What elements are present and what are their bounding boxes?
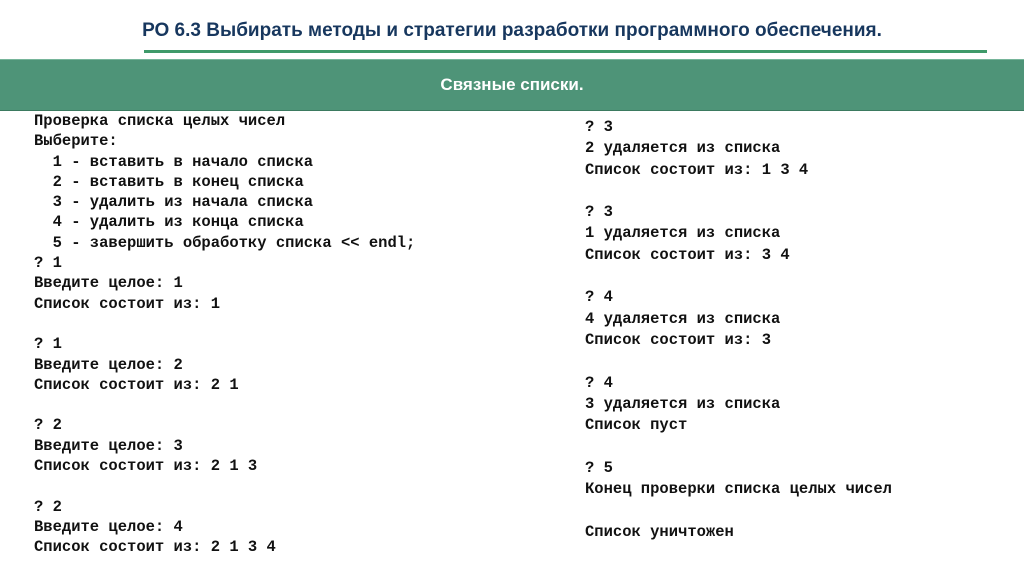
console-line: Введите целое: 3	[34, 436, 183, 455]
console-output-left	[34, 111, 415, 558]
console-blank-line	[585, 351, 892, 372]
console-line: 2 - вставить в конец списка	[34, 172, 304, 191]
console-line: Список уничтожен	[585, 522, 734, 541]
console-blank-line	[585, 181, 892, 202]
console-line: Список состоит из: 2 1	[34, 375, 239, 394]
console-line: 1 удаляется из списка	[585, 224, 781, 243]
console-line: Список состоит из: 2 1 3	[34, 457, 258, 476]
console-line: ? 2	[34, 497, 62, 516]
console-line: 3 - удалить из начала списка	[34, 193, 314, 212]
console-line: Список состоит из: 3	[585, 330, 772, 349]
section-title: Связные списки.	[440, 75, 584, 94]
console-line: 4 - удалить из конца списка	[34, 213, 304, 232]
title-underline	[144, 50, 987, 53]
console-line: Конец проверки списка целых чисел	[585, 480, 892, 499]
console-blank-line	[34, 314, 415, 334]
console-line: Проверка списка целых чисел	[34, 112, 286, 130]
console-blank-line	[34, 395, 415, 415]
console-line: 3 удаляется из списка	[585, 394, 781, 413]
console-line: Список состоит из: 1 3 4	[585, 160, 809, 179]
console-line: ? 1	[34, 254, 62, 273]
slide-title: РО 6.3 Выбирать методы и стратегии разработки программного обеспечения.	[142, 20, 882, 41]
console-line: Список пуст	[585, 416, 688, 435]
console-line: Список состоит из: 1	[34, 294, 221, 313]
console-blank-line	[34, 476, 415, 496]
console-line: Введите целое: 4	[34, 517, 183, 536]
console-blank-line	[585, 436, 892, 457]
console-line: Список состоит из: 2 1 3 4	[34, 538, 276, 557]
console-line: ? 3	[585, 118, 613, 136]
console-line: ? 3	[585, 203, 613, 222]
console-output-right	[585, 117, 892, 543]
console-line: ? 5	[585, 458, 613, 477]
console-line: ? 4	[585, 373, 613, 392]
console-line: 2 удаляется из списка	[585, 139, 781, 158]
console-line: 4 удаляется из списка	[585, 309, 781, 328]
console-line: ? 1	[34, 335, 62, 354]
console-line: 1 - вставить в начало списка	[34, 152, 314, 171]
console-line: ? 2	[34, 416, 62, 435]
console-line: 5 - завершить обработку списка << endl;	[34, 233, 416, 252]
section-banner	[0, 59, 1024, 111]
console-line: Выберите:	[34, 132, 118, 151]
console-line: ? 4	[585, 288, 613, 307]
console-line: Введите целое: 1	[34, 274, 183, 293]
console-line: Введите целое: 2	[34, 355, 183, 374]
console-blank-line	[585, 500, 892, 521]
console-line: Список состоит из: 3 4	[585, 245, 790, 264]
console-blank-line	[585, 266, 892, 287]
